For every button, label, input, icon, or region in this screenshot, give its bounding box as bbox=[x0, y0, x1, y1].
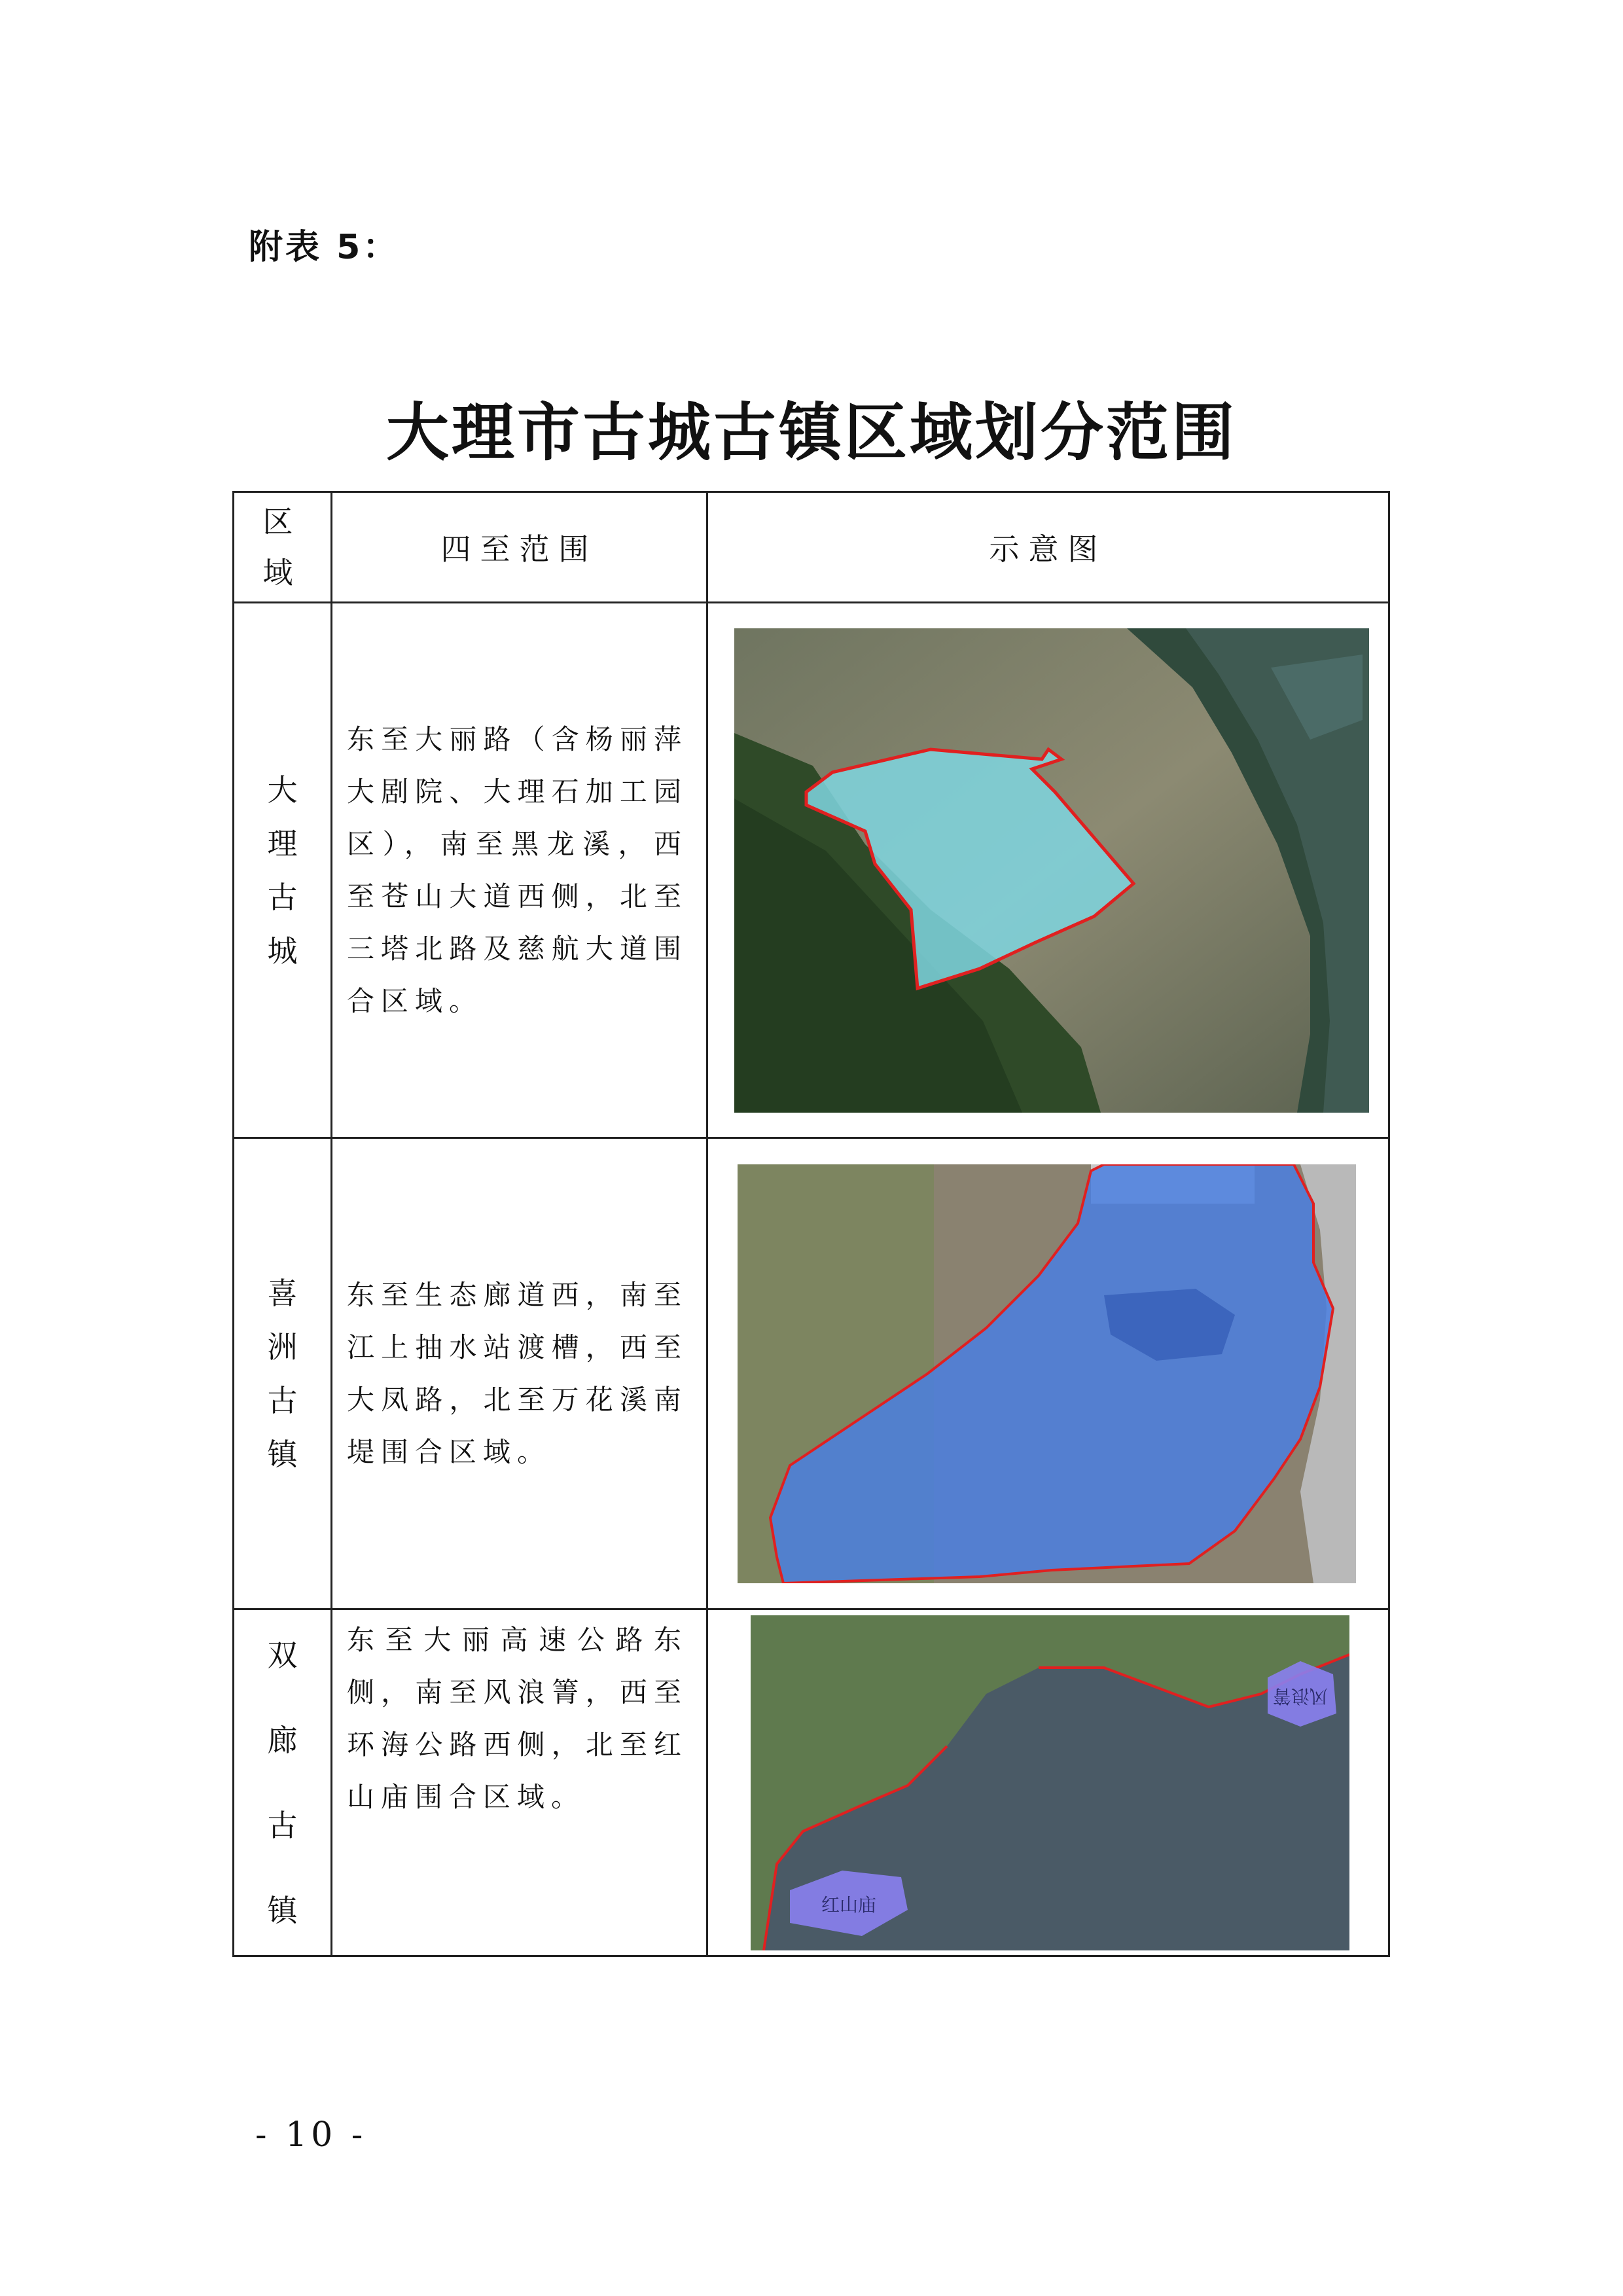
map-dali bbox=[707, 603, 1389, 1138]
table-header-row bbox=[234, 492, 1389, 603]
map-shuanglang bbox=[707, 1609, 1389, 1956]
header-map: 示意图 bbox=[707, 492, 1389, 603]
satellite-map-image bbox=[734, 628, 1369, 1113]
area-name: 双 廊 古 镇 bbox=[234, 1609, 332, 1956]
boundary-description: 东至大丽高速公路东侧，南至风浪箐，西至环海公路西侧，北至红山庙围合区域。 bbox=[332, 1609, 707, 1956]
table-row bbox=[234, 1609, 1389, 1956]
satellite-map-image bbox=[738, 1164, 1356, 1583]
hongshanmiao-label: 红山庙 bbox=[821, 1894, 877, 1916]
page-number: - 10 - bbox=[255, 2115, 367, 2155]
map-xizhou bbox=[707, 1138, 1389, 1609]
fenglangqing-label: 风浪箐 bbox=[1272, 1685, 1329, 1707]
table-row bbox=[234, 603, 1389, 1138]
region-table bbox=[232, 491, 1390, 1957]
area-name: 大 理 古 城 bbox=[234, 603, 332, 1138]
header-bounds: 四至范围 bbox=[332, 492, 707, 603]
boundary-description: 东至生态廊道西，南至江上抽水站渡槽，西至大凤路，北至万花溪南堤围合区域。 bbox=[332, 1138, 707, 1609]
boundary-description: 东至大丽路（含杨丽萍大剧院、大理石加工园区），南至黑龙溪，西至苍山大道西侧，北至三塔北路及慈航大道围合区域。 bbox=[332, 603, 707, 1138]
table-row bbox=[234, 1138, 1389, 1609]
page-title: 大理市古城古镇区域划分范围 bbox=[386, 395, 1237, 469]
appendix-label: 附表 5： bbox=[249, 228, 400, 267]
satellite-map-image bbox=[751, 1615, 1349, 1950]
header-area: 区 域 bbox=[234, 492, 332, 603]
area-name: 喜 洲 古 镇 bbox=[234, 1138, 332, 1609]
